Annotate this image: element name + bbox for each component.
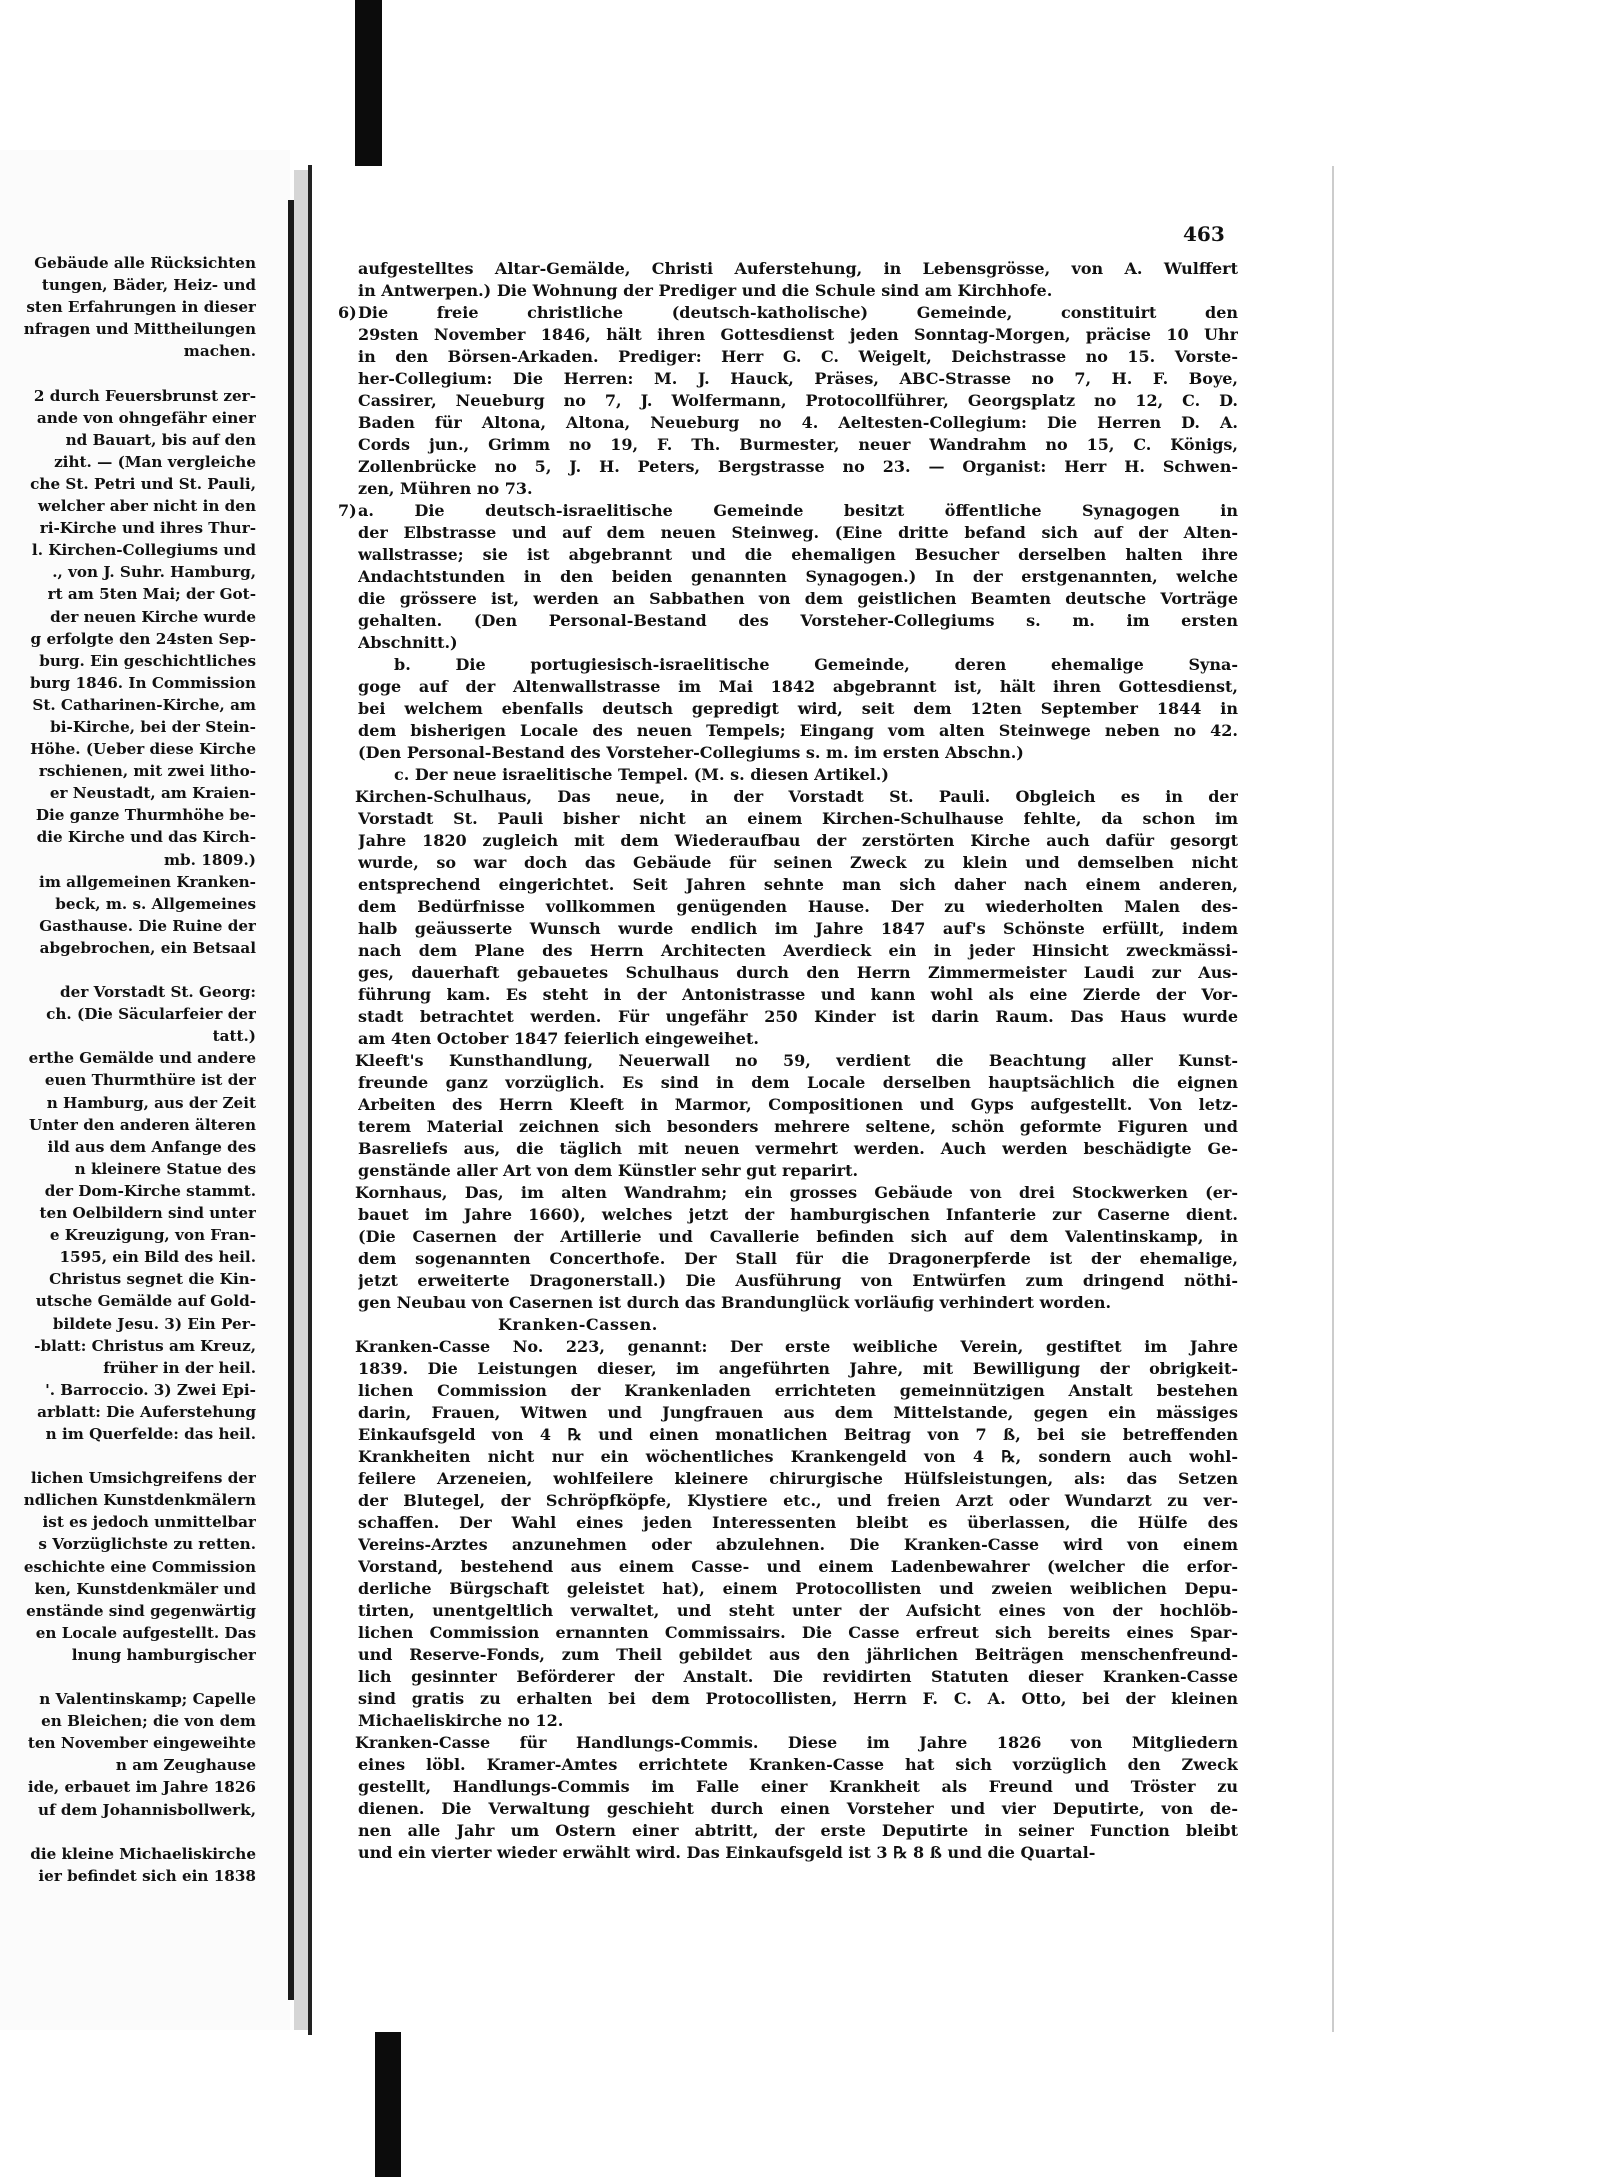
text-line: Kranken-Casse No. 223, genannt: Der erste weibliche Verein, gestiftet im Jahre (355, 1337, 1238, 1356)
left-page-line: Christus segnet die Kin- (49, 1270, 256, 1289)
entry (358, 654, 1238, 764)
text-line: 29sten November 1846, hält ihren Gottesdienst jeden Sonntag-Morgen, präcise 10 Uhr (358, 325, 1238, 344)
left-page-line (0, 1821, 256, 1843)
entry (355, 1336, 1238, 1732)
text-line: darin, Frauen, Witwen und Jungfrauen aus dem Mittelstande, gegen ein mässiges (358, 1403, 1238, 1422)
text-line: entsprechend eingerichtet. Seit Jahren sehnte man sich daher nach einem anderen, (358, 875, 1238, 894)
left-page-line: sten Erfahrungen in dieser (26, 298, 256, 317)
left-page-line: g erfolgte den 24sten Sep- (30, 629, 256, 648)
left-page-line: n kleinere Statue des (74, 1159, 256, 1178)
left-page-line: der neuen Kirche wurde (50, 607, 256, 626)
text-line: Vorstand, bestehend aus einem Casse- und einem Ladenbewahrer (welcher die erfor- (358, 1557, 1238, 1576)
left-page-line: der Dom-Kirche stammt. (44, 1181, 256, 1200)
left-page-line: ziht. — (Man vergleiche (54, 452, 256, 471)
left-page-line: bi-Kirche, bei der Stein- (50, 717, 256, 736)
text-line: und ein vierter wieder erwählt wird. Das Einkaufsgeld ist 3 ℞ 8 ß und die Quartal- (358, 1843, 1096, 1862)
left-page-line: ., von J. Suhr. Hamburg, (52, 563, 256, 582)
left-page-line: ande von ohngefähr einer (36, 408, 256, 427)
text-line: am 4ten October 1847 feierlich eingeweihet. (358, 1029, 759, 1048)
left-page-line: n am Zeughause (115, 1756, 256, 1775)
text-line: gehalten. (Den Personal-Bestand des Vorsteher-Collegiums s. m. im ersten (358, 611, 1238, 630)
text-line: nen alle Jahr um Ostern einer abtritt, der erste Deputirte in seiner Function bleibt (358, 1821, 1238, 1840)
text-line: bei welchem ebenfalls deutsch gepredigt wird, seit dem 12ten September 1844 in (358, 699, 1238, 718)
text-line: Zollenbrücke no 5, J. H. Peters, Bergstrasse no 23. — Organist: Herr H. Schwen- (358, 457, 1238, 476)
text-line: dienen. Die Verwaltung geschieht durch einen Vorsteher und vier Deputirte, von de- (358, 1799, 1238, 1818)
left-page-line: uf dem Johannisbollwerk, (38, 1800, 256, 1819)
left-page-line (0, 1666, 256, 1688)
left-page-line: ri-Kirche und ihres Thur- (39, 519, 256, 538)
binding-strip-bottom (375, 2030, 401, 2177)
text-line: Cords jun., Grimm no 19, F. Th. Burmester, neuer Wandrahm no 15, C. Königs, (358, 435, 1238, 454)
left-page-line: rt am 5ten Mai; der Got- (47, 585, 256, 604)
text-line: Kornhaus, Das, im alten Wandrahm; ein grosses Gebäude von drei Stockwerken (er- (355, 1183, 1238, 1202)
entry-marker: 6) (338, 303, 357, 322)
left-page-line: Höhe. (Ueber diese Kirche (30, 740, 256, 759)
text-line: tirten, unentgeltlich verwaltet, und steht unter der Aufsicht eines von der hochlöb- (358, 1601, 1238, 1620)
text-line: jetzt erweiterte Dragonerstall.) Die Ausführung von Entwürfen zum dringend nöthi- (358, 1271, 1238, 1290)
left-page-line: en Locale aufgestellt. Das (35, 1623, 256, 1642)
left-page-fragment (0, 150, 290, 2030)
right-page-text (338, 258, 1238, 1864)
text-line-content: a. Die deutsch-israelitische Gemeinde besitzt öffentliche Synagogen in (358, 501, 1238, 520)
text-line: bauet im Jahre 1660), welches jetzt der hamburgischen Infanterie zur Caserne dient. (358, 1205, 1238, 1224)
text-line: Arbeiten des Herrn Kleeft in Marmor, Compositionen und Gyps aufgestellt. Von letz- (358, 1095, 1238, 1114)
text-line: schaffen. Der Wahl eines jeden Interessenten bleibt es überlassen, die Hülfe des (358, 1513, 1238, 1532)
text-line: sind gratis zu erhalten bei dem Protocollisten, Herrn F. C. A. Otto, bei der kleinen (358, 1689, 1238, 1708)
text-line: her-Collegium: Die Herren: M. J. Hauck, Präses, ABC-Strasse no 7, H. F. Boye, (358, 369, 1238, 388)
left-page-line: n im Querfelde: das heil. (45, 1424, 256, 1443)
left-page-line: l. Kirchen-Collegiums und (31, 541, 256, 560)
text-line: terem Material zeichnen sich besonders mehrere seltene, schön geformte Figuren und (358, 1117, 1238, 1136)
left-page-line: s Vorzüglichste zu retten. (38, 1535, 256, 1554)
left-page-line: ten Oelbildern sind unter (39, 1204, 256, 1223)
left-page-line: er Neustadt, am Kraien- (49, 784, 256, 803)
binding-strip-top (355, 0, 382, 170)
left-page-line: rschienen, mit zwei litho- (38, 762, 256, 781)
left-page-line: machen. (183, 342, 256, 361)
left-page-line: ist es jedoch unmittelbar (42, 1513, 256, 1532)
text-line: Vorstadt St. Pauli bisher nicht an einem Kirchen-Schulhause fehlte, da schon im (358, 809, 1238, 828)
left-page-line: nd Bauart, bis auf den (65, 430, 256, 449)
left-page-line: ken, Kunstdenkmäler und (34, 1579, 256, 1598)
left-page-line (0, 959, 256, 981)
left-page-line: ide, erbauet im Jahre 1826 (27, 1778, 256, 1797)
left-page-line: nfragen und Mittheilungen (23, 320, 256, 339)
left-page-line: e Kreuzigung, von Fran- (49, 1226, 256, 1245)
text-line: derliche Bürgschaft geleistet hat), einem Protocollisten und zweien weiblichen Depu- (358, 1579, 1238, 1598)
text-line: Basreliefs aus, die täglich mit neuen vermehrt werden. Auch werden beschädigte Ge- (358, 1139, 1238, 1158)
text-line: eines löbl. Kramer-Amtes errichtete Kranken-Casse hat sich vorzüglich den Zweck (358, 1755, 1238, 1774)
text-line: in den Börsen-Arkaden. Prediger: Herr G. C. Weigelt, Deichstrasse no 15. Vorste- (358, 347, 1238, 366)
left-page-line: im allgemeinen Kranken- (39, 872, 256, 891)
text-line: Abschnitt.) (358, 633, 458, 652)
text-line: wurde, so war doch das Gebäude für seinen Zweck zu klein und demselben nicht (358, 853, 1238, 872)
entry (355, 1182, 1238, 1314)
left-page-line: arblatt: Die Auferstehung (37, 1402, 256, 1421)
text-line: stadt betrachtet werden. Für ungefähr 250 Kinder ist darin Raum. Das Haus wurde (358, 1007, 1238, 1026)
entry (358, 764, 1238, 786)
text-line: ges, dauerhaft gebauetes Schulhaus durch den Herrn Zimmermeister Laudi zur Aus- (358, 963, 1238, 982)
text-line (338, 302, 1238, 324)
entry (338, 500, 1238, 654)
left-page-line: Unter den anderen älteren (28, 1115, 256, 1134)
text-line: freunde ganz vorzüglich. Es sind in dem Locale derselben hauptsächlich die eignen (358, 1073, 1238, 1092)
text-line: dem sogenannten Concerthofe. Der Stall für die Dragonerpferde ist der ehemalige, (358, 1249, 1238, 1268)
text-line: Cassirer, Neueburg no 7, J. Wolfermann, Protocollführer, Georgsplatz no 12, C. D. (358, 391, 1238, 410)
entry (338, 302, 1238, 500)
text-line: Kleeft's Kunsthandlung, Neuerwall no 59, verdient die Beachtung aller Kunst- (355, 1051, 1238, 1070)
text-line: der Elbstrasse und auf dem neuen Steinweg. (Eine dritte befand sich auf der Alten- (358, 523, 1238, 542)
entry (355, 1050, 1238, 1182)
left-page-line: ndlichen Kunstdenkmälern (23, 1491, 256, 1510)
text-line: (Den Personal-Bestand des Vorsteher-Collegiums s. m. im ersten Abschn.) (358, 743, 1024, 762)
left-page-line: Gasthause. Die Ruine der (39, 916, 256, 935)
left-page-line: burg 1846. In Commission (29, 673, 256, 692)
text-line: lichen Commission ernannten Commissairs. Die Casse erfreut sich bereits eines Spar- (358, 1623, 1238, 1642)
text-line: führung kam. Es steht in der Antonistrasse und kann wohl als eine Zierde der Vor- (358, 985, 1238, 1004)
text-line: Michaeliskirche no 12. (358, 1711, 564, 1730)
text-line: Einkaufsgeld von 4 ℞ und einen monatlichen Beitrag von 7 ß, bei sie betreffenden (358, 1425, 1238, 1444)
left-page-line: Die ganze Thurmhöhe be- (35, 806, 256, 825)
left-page-line: lnung hamburgischer (71, 1645, 256, 1664)
left-page-line: mb. 1809.) (163, 850, 256, 869)
page-number: 463 (1183, 222, 1225, 246)
text-line: nach dem Plane des Herrn Architecten Averdieck ein in jeder Hinsicht zweckmässi- (358, 941, 1238, 960)
text-line: gen Neubau von Casernen ist durch das Brandunglück vorläufig verhindert worden. (358, 1293, 1112, 1312)
left-page-line: ch. (Die Säcularfeier der (46, 1005, 256, 1024)
text-line-content: Die freie christliche (deutsch-katholische) Gemeinde, constituirt den (358, 303, 1238, 322)
left-page-line: lichen Umsichgreifens der (30, 1469, 256, 1488)
gutter-shadow (294, 170, 308, 2030)
text-line: feilere Arzeneien, wohlfeilere kleinere chirurgische Hülfsleistungen, als: das Setzen (358, 1469, 1238, 1488)
text-line: dem Bedürfnisse vollkommen genügenden Hause. Der zu wiederholten Malen des- (358, 897, 1238, 916)
entry-marker: 7) (338, 501, 357, 520)
left-page-line: -blatt: Christus am Kreuz, (34, 1336, 256, 1355)
section-heading: Kranken-Cassen. (498, 1315, 658, 1334)
left-page-line: ild aus dem Anfange des (47, 1137, 256, 1156)
left-page-line: enstände sind gegenwärtig (26, 1601, 256, 1620)
left-page-line: tatt.) (212, 1027, 256, 1046)
text-line: wallstrasse; sie ist abgebrannt und die ehemaligen Besucher derselben halten ihre (358, 545, 1238, 564)
left-page-line: eschichte eine Commission (23, 1557, 256, 1576)
left-page-line: die Kirche und das Kirch- (36, 828, 256, 847)
text-line: (Die Casernen der Artillerie und Cavallerie befinden sich auf dem Valentinskamp, in (358, 1227, 1238, 1246)
left-page-line: ten November eingeweihte (27, 1734, 256, 1753)
left-page-line: ier befindet sich ein 1838 (38, 1866, 256, 1885)
text-line: aufgestelltes Altar-Gemälde, Christi Auferstehung, in Lebensgrösse, von A. Wulffert (358, 259, 1238, 278)
left-page-line: welcher aber nicht in den (38, 497, 256, 516)
text-line: c. Der neue israelitische Tempel. (M. s. diesen Artikel.) (394, 765, 889, 784)
text-line (338, 500, 1238, 522)
text-line: lich gesinnter Beförderer der Anstalt. Die revidirten Statuten dieser Kranken-Casse (358, 1667, 1238, 1686)
text-line: b. Die portugiesisch-israelitische Gemeinde, deren ehemalige Syna- (394, 655, 1238, 674)
left-page-line: n Hamburg, aus der Zeit (46, 1093, 256, 1112)
left-page-line: St. Catharinen-Kirche, am (32, 695, 256, 714)
left-page-line: die kleine Michaeliskirche (30, 1844, 256, 1863)
text-line: Baden für Altona, Altona, Neueburg no 4. Aeltesten-Collegium: Die Herren D. A. (358, 413, 1238, 432)
entry (358, 258, 1238, 302)
text-line: halb geäusserte Wunsch wurde endlich im Jahre 1847 auf's Schönste erfüllt, indem (358, 919, 1238, 938)
left-page-line: der Vorstadt St. Georg: (60, 983, 256, 1002)
text-line: gestellt, Handlungs-Commis im Falle einer Krankheit als Freund und Tröster zu (358, 1777, 1238, 1796)
left-page-line: n Valentinskamp; Capelle (39, 1690, 256, 1709)
text-line: dem bisherigen Locale des neuen Tempels; Eingang vom alten Steinwege neben no 42. (358, 721, 1238, 740)
text-line: Vereins-Arztes anzunehmen oder abzulehnen. Die Kranken-Casse wird von einem (358, 1535, 1238, 1554)
text-line: und Reserve-Fonds, zum Theil gebildet aus den jährlichen Beiträgen menschenfreund- (358, 1645, 1238, 1664)
left-page-line: en Bleichen; die von dem (41, 1712, 256, 1731)
text-line: genstände aller Art von dem Künstler sehr gut reparirt. (358, 1161, 859, 1180)
left-page-line: tungen, Bäder, Heiz- und (41, 276, 256, 295)
left-page-line: bildete Jesu. 3) Ein Per- (52, 1314, 256, 1333)
left-page-line: erthe Gemälde und andere (28, 1049, 256, 1068)
left-page-line: beck, m. s. Allgemeines (55, 894, 256, 913)
left-page-line: früher in der heil. (103, 1358, 256, 1377)
text-line: Jahre 1820 zugleich mit dem Wiederaufbau der zerstörten Kirche auch dafür gesorgt (358, 831, 1238, 850)
text-line: 1839. Die Leistungen dieser, im angeführten Jahre, mit Bewilligung der obrigkeit- (358, 1359, 1238, 1378)
left-page-line (0, 1445, 256, 1467)
left-page-line: euen Thurmthüre ist der (44, 1071, 256, 1090)
text-line: Andachtstunden in den beiden genannten Synagogen.) In der erstgenannten, welche (358, 567, 1238, 586)
text-line: der Blutegel, der Schröpfköpfe, Klystiere etc., und freien Arzt oder Wundarzt zu ver- (358, 1491, 1238, 1510)
left-page-line (0, 362, 256, 384)
entry (355, 1732, 1238, 1864)
left-page-line: burg. Ein geschichtliches (39, 651, 256, 670)
text-line: die grössere ist, werden an Sabbathen von dem geistlichen Beamten deutsche Vorträge (358, 589, 1238, 608)
left-page-line: 1595, ein Bild des heil. (59, 1248, 256, 1267)
left-page-text (0, 252, 256, 1887)
left-page-line: 2 durch Feuersbrunst zer- (33, 386, 256, 405)
left-page-line: che St. Petri und St. Pauli, (30, 474, 256, 493)
left-page-line: abgebrochen, ein Betsaal (39, 938, 256, 957)
text-line: in Antwerpen.) Die Wohnung der Prediger und die Schule sind am Kirchhofe. (358, 281, 1053, 300)
text-line: zen, Mühren no 73. (358, 479, 533, 498)
text-line: Krankheiten nicht nur ein wöchentliches Krankengeld von 4 ℞, sondern auch wohl- (358, 1447, 1238, 1466)
entry (355, 786, 1238, 1050)
text-line: Kranken-Casse für Handlungs-Commis. Diese im Jahre 1826 von Mitgliedern (355, 1733, 1238, 1752)
left-page-line: Gebäude alle Rücksichten (34, 254, 256, 272)
left-page-line: '. Barroccio. 3) Zwei Epi- (45, 1380, 256, 1399)
left-page-line: utsche Gemälde auf Gold- (35, 1292, 256, 1311)
text-line: lichen Commission der Krankenladen errichteten gemeinnützigen Anstalt bestehen (358, 1381, 1238, 1400)
text-line: Kirchen-Schulhaus, Das neue, in der Vorstadt St. Pauli. Obgleich es in der (355, 787, 1238, 806)
text-line: goge auf der Altenwallstrasse im Mai 1842 abgebrannt ist, hält ihren Gottesdienst, (358, 677, 1238, 696)
